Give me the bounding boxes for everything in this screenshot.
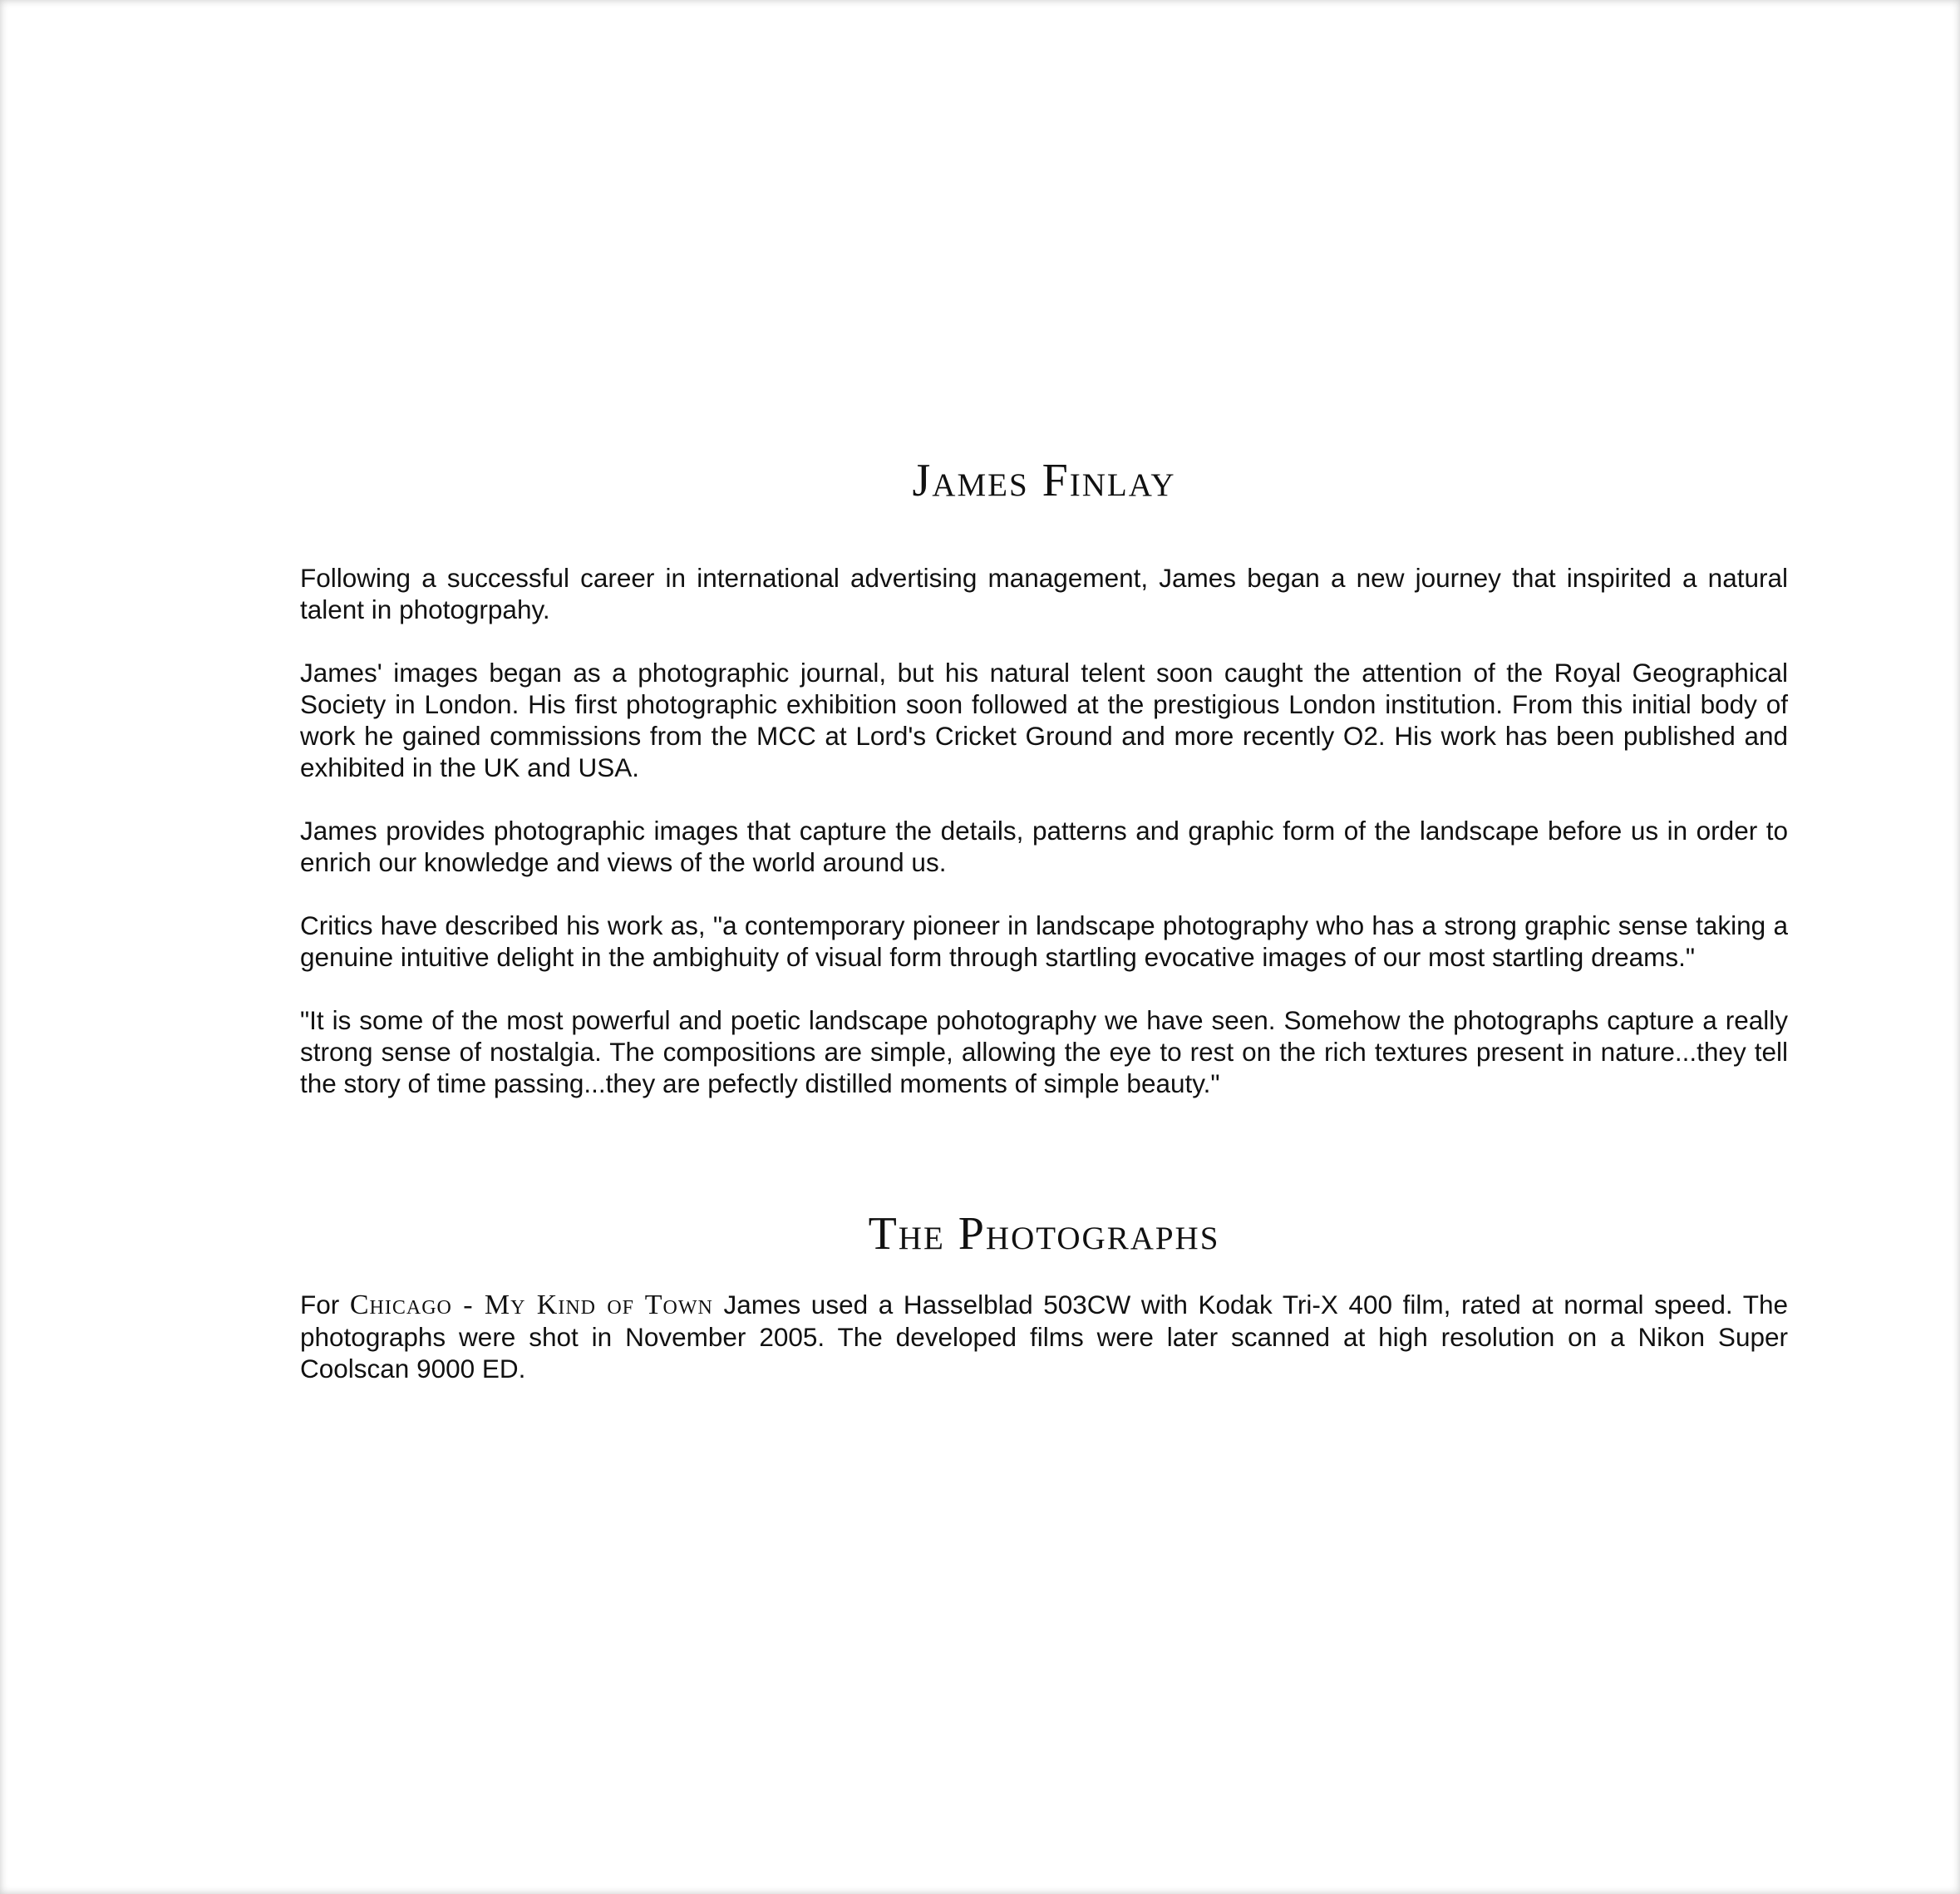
page-content [300, 451, 1788, 1384]
photographs-heading: The Photographs [868, 1208, 1220, 1260]
bio-paragraph: James provides photographic images that capture the details, patterns and graphic form of the landscape before us in order to enrich our knowledge and views of the world around us. [300, 816, 1788, 877]
intro-text: James used a Hasselblad 503CW with Kodak Tri-X 400 film, rated at normal speed. The photographs were shot in November 2005. The developed films were later scanned at high resolution on a Nikon Super Coolscan 9000 ED. [300, 1290, 1788, 1384]
book-title: Chicago - My Kind of Town [349, 1290, 713, 1320]
bio-section [300, 562, 1788, 1099]
bio-paragraph: Following a successful career in international advertising management, James began a new journey that inspirited a natural talent in photogrpahy. [300, 563, 1788, 624]
bio-heading: James Finlay [912, 455, 1176, 506]
photographs-paragraph [300, 1289, 1788, 1384]
photographs-section [300, 1289, 1788, 1384]
bio-paragraph: Critics have described his work as, "a contemporary pioneer in landscape photography who has a strong graphic sense taking a genuine intuitive delight in the ambighuity of visual form through startling evocative images of our most startling dreams." [300, 910, 1788, 972]
bio-paragraph: James' images began as a photographic journal, but his natural telent soon caught the attention of the Royal Geographical Society in London. His first photographic exhibition soon followed at the prestigious London institution. From this initial body of work he gained commissions from the MCC at Lord's Cricket Ground and more recently O2. His work has been published and exhibited in the UK and USA. [300, 658, 1788, 782]
intro-prefix: For [300, 1290, 340, 1319]
bio-paragraph: "It is some of the most powerful and poetic landscape pohotography we have seen. Somehow the photographs capture a really strong sense of nostalgia. The compositions are simple, allowing the eye to rest on the rich textures present in nature...they tell the story of time passing...they are pefectly distilled moments of simple beauty." [300, 1005, 1788, 1098]
